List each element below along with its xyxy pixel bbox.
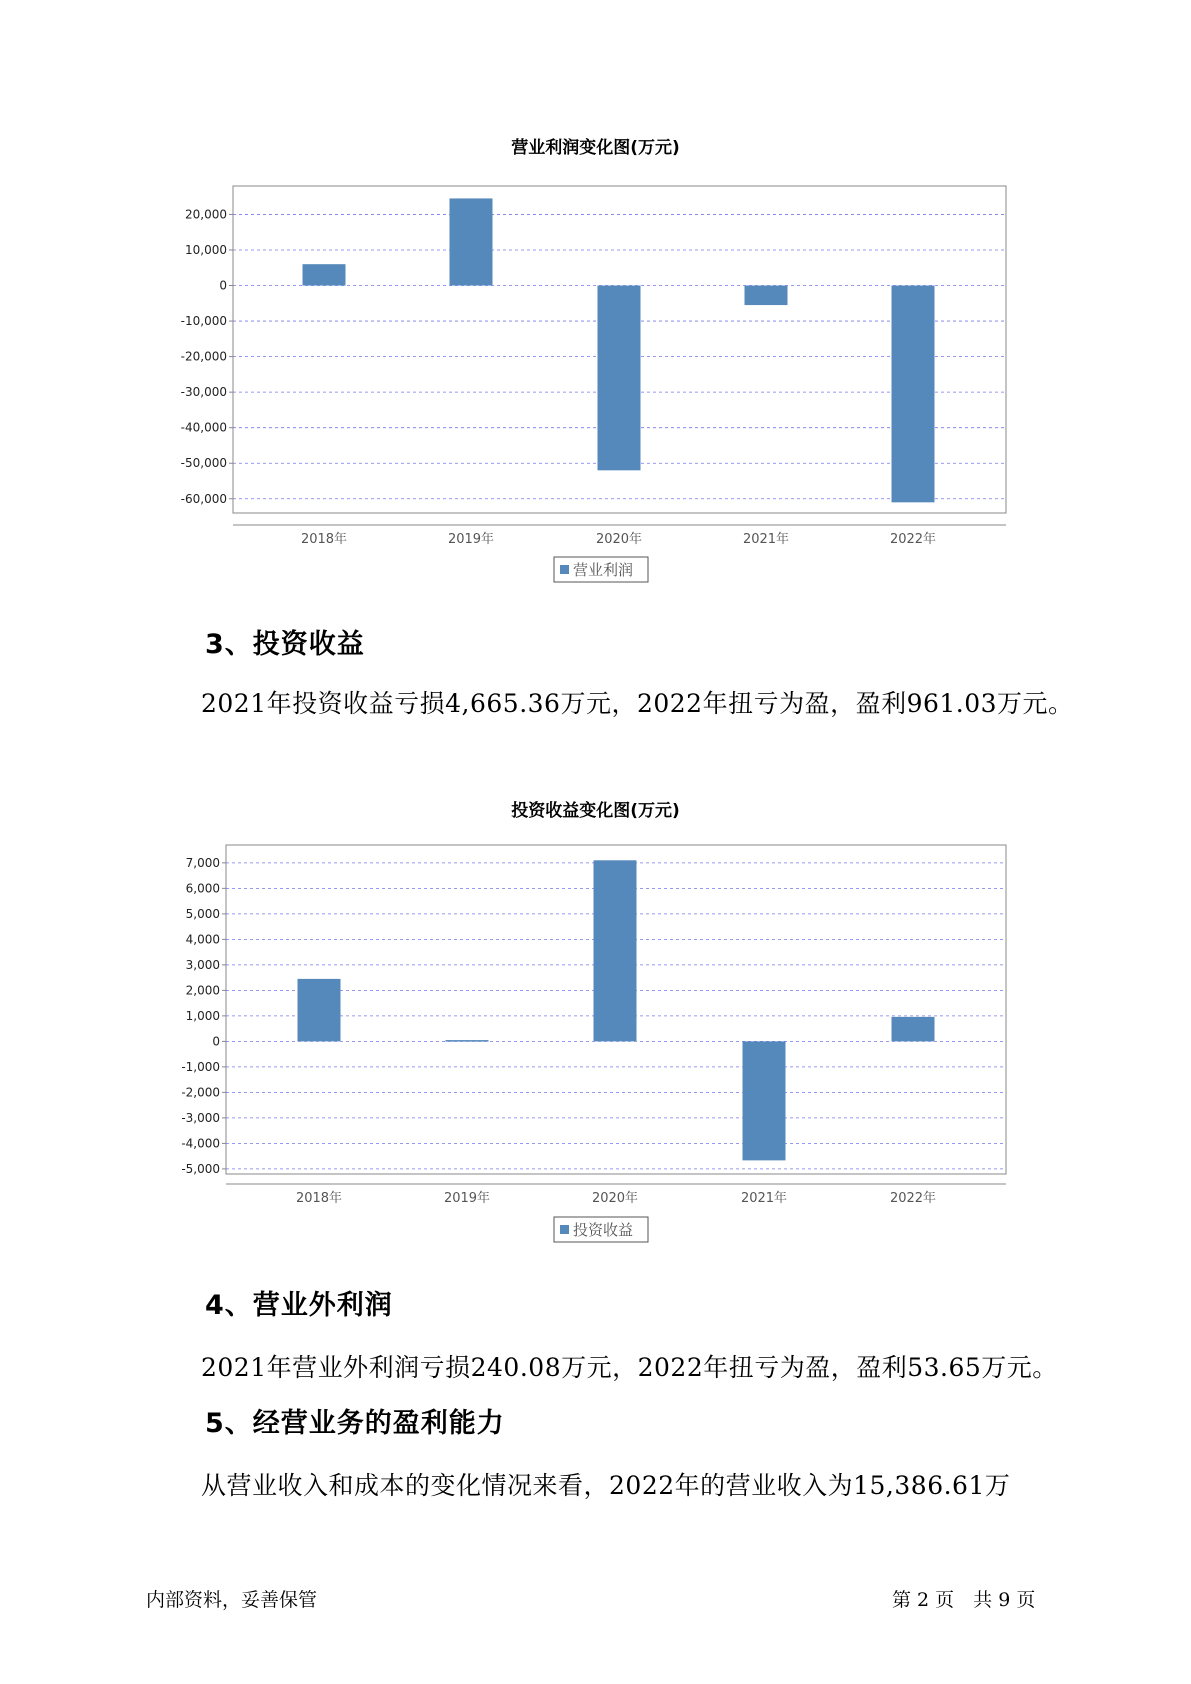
invest-ytick-label: 0 [212, 1034, 220, 1049]
invest-bar-2021 [743, 1041, 786, 1160]
invest-xtick-label: 2019年 [443, 1191, 491, 1206]
invest-ytick-label: -1,000 [181, 1059, 220, 1074]
invest-bar-2022 [892, 1017, 935, 1042]
profit-ytick-label: 20,000 [185, 207, 227, 222]
profit-ytick-label: -20,000 [180, 349, 227, 364]
invest-ytick-label: 5,000 [185, 906, 220, 921]
profit-ytick-label: 10,000 [185, 242, 227, 257]
invest-ytick-label: -2,000 [181, 1085, 220, 1100]
profit-ytick-label: 0 [219, 278, 227, 293]
section-4-text: 2021年营业外利润亏损240.08万元，2022年扭亏为盈，盈利53.65万元。 [201, 1353, 1058, 1382]
invest-ytick-label: -4,000 [181, 1136, 220, 1151]
profit-ytick-label: -10,000 [180, 314, 227, 329]
invest-ytick-label: 6,000 [185, 881, 220, 896]
section-3-heading: 3、投资收益 [205, 629, 365, 660]
invest-ytick-label: 4,000 [185, 932, 220, 947]
profit-xtick-label: 2018年 [300, 532, 348, 547]
section-5-heading: 5、经营业务的盈利能力 [205, 1408, 505, 1439]
profit-ytick-label: -30,000 [180, 385, 227, 400]
section-4-heading: 4、营业外利润 [205, 1290, 393, 1321]
invest-ytick-label: 1,000 [185, 1008, 220, 1023]
invest-xtick-label: 2021年 [740, 1191, 788, 1206]
invest-xtick-label: 2018年 [295, 1191, 343, 1206]
footer-confidential: 内部资料，妥善保管 [146, 1589, 318, 1611]
invest-ytick-label: 7,000 [185, 855, 220, 870]
profit-xtick-label: 2019年 [447, 532, 495, 547]
invest-chart-title: 投资收益变化图(万元) [511, 801, 680, 821]
profit-xtick-label: 2022年 [889, 532, 937, 547]
invest-xtick-label: 2020年 [591, 1191, 639, 1206]
section-5-text: 从营业收入和成本的变化情况来看，2022年的营业收入为15,386.61万 [201, 1471, 1011, 1500]
invest-bar-2019 [446, 1040, 489, 1042]
invest-ytick-label: 3,000 [185, 957, 220, 972]
profit-ytick-label: -50,000 [180, 456, 227, 471]
footer-page-number: 第 2 页 共 9 页 [892, 1589, 1036, 1611]
invest-ytick-label: 2,000 [185, 983, 220, 998]
invest-legend-swatch [560, 1225, 569, 1234]
invest-legend-label: 投资收益 [573, 1221, 634, 1239]
invest-bar-2020 [594, 860, 637, 1041]
invest-xtick-label: 2022年 [889, 1191, 937, 1206]
profit-xtick-label: 2020年 [595, 532, 643, 547]
profit-ytick-label: -40,000 [180, 420, 227, 435]
invest-ytick-label: -3,000 [181, 1110, 220, 1125]
profit-chart-title: 营业利润变化图(万元) [511, 138, 680, 158]
invest-bar-2018 [298, 979, 341, 1041]
profit-ytick-label: -60,000 [180, 491, 227, 506]
profit-xtick-label: 2021年 [742, 532, 790, 547]
profit-legend-label: 营业利润 [573, 561, 634, 579]
section-3-text: 2021年投资收益亏损4,665.36万元，2022年扭亏为盈，盈利961.03万元。 [201, 689, 1074, 718]
invest-ytick-label: -5,000 [181, 1161, 220, 1176]
